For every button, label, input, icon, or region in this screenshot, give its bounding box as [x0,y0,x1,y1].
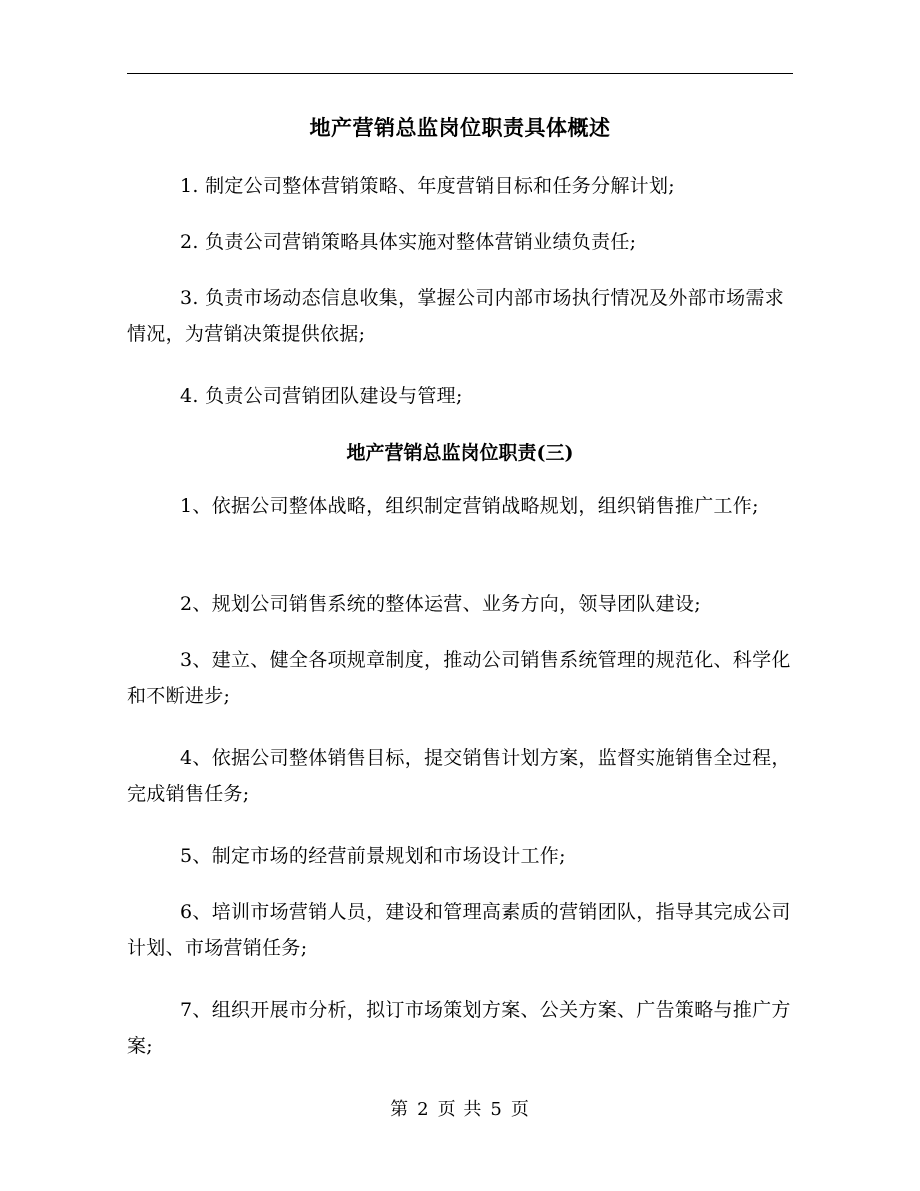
section-two-item-1: 1、依据公司整体战略，组织制定营销战略规划，组织销售推广工作; [180,495,759,517]
section-two-item-2: 2、规划公司销售系统的整体运营、业务方向，领导团队建设; [180,593,701,615]
footer-current-page: 2 [417,1099,430,1120]
section-two-item-5: 5、制定市场的经营前景规划和市场设计工作; [180,845,566,867]
section-title: 地产营销总监岗位职责(三) [346,442,574,464]
duty-item-4: 4. 负责公司营销团队建设与管理; [180,385,463,407]
footer-total-pages: 5 [490,1099,503,1120]
duty-item-2: 2. 负责公司营销策略具体实施对整体营销业绩负责任; [180,231,637,253]
duty-item-1: 1. 制定公司整体营销策略、年度营销目标和任务分解计划; [180,175,675,197]
duty-item-3: 3. 负责市场动态信息收集，掌握公司内部市场执行情况及外部市场需求情况，为营销决策提供依据; [127,287,785,345]
header-rule [127,73,793,74]
footer-suffix: 页 [510,1099,530,1120]
footer-prefix: 第 [390,1099,410,1120]
section-two-item-4: 4、依据公司整体销售目标，提交销售计划方案，监督实施销售全过程，完成销售任务; [127,747,791,805]
document-title: 地产营销总监岗位职责具体概述 [309,115,611,140]
section-two-item-3: 3、建立、健全各项规章制度，推动公司销售系统管理的规范化、科学化和不断进步; [127,649,791,707]
page-footer [0,1098,920,1122]
section-two-item-7: 7、组织开展市分析，拟订市场策划方案、公关方案、广告策略与推广方案; [127,999,791,1057]
footer-middle: 页 共 [437,1099,483,1120]
section-two-item-6: 6、培训市场营销人员，建设和管理高素质的营销团队，指导其完成公司计划、市场营销任务; [127,901,791,959]
